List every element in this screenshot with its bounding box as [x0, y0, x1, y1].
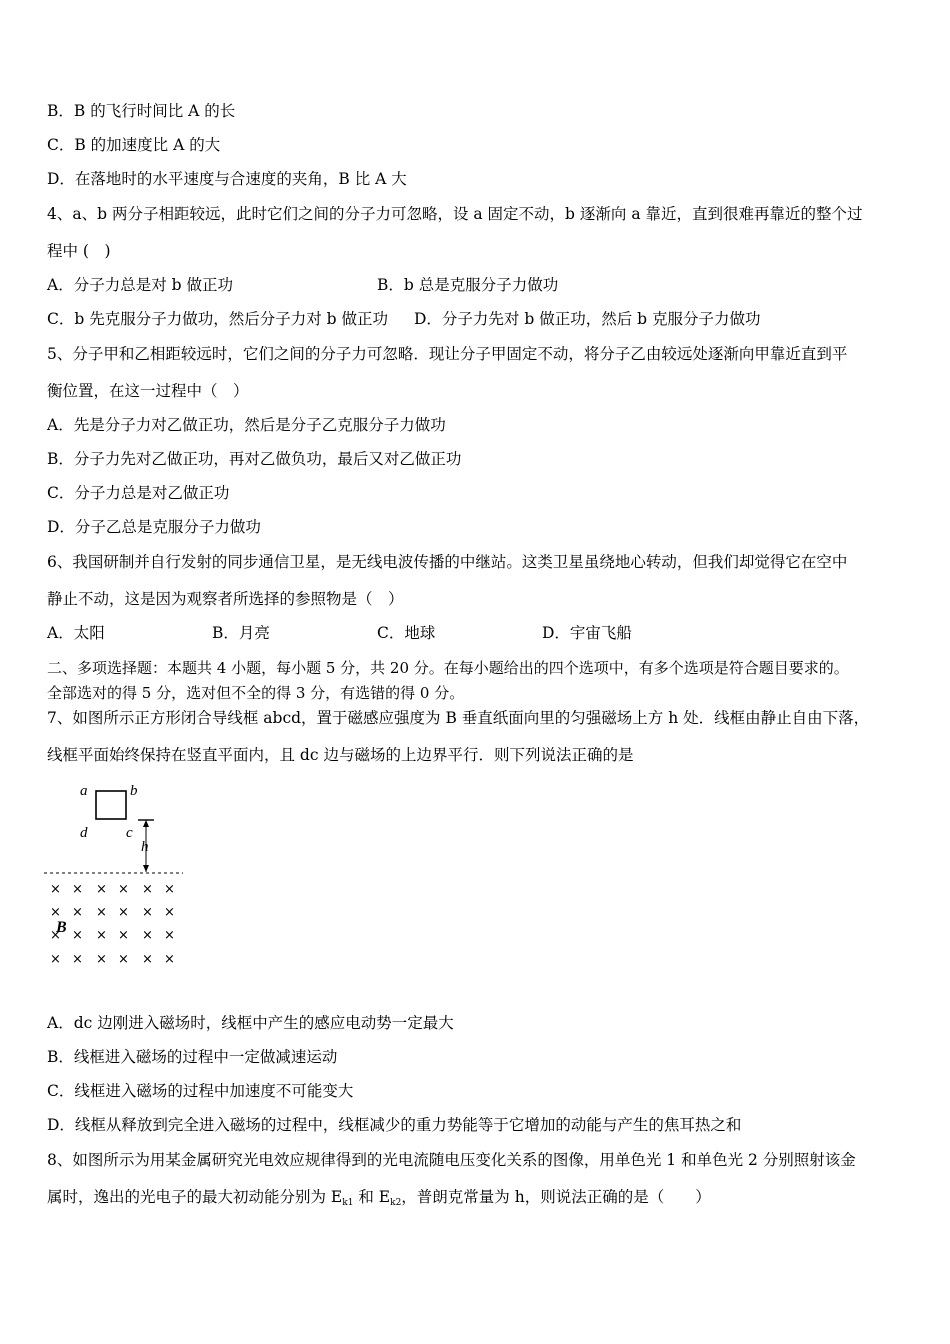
field-cross-mark: ×: [50, 952, 61, 967]
field-cross-mark: ×: [72, 952, 83, 967]
label-b: b: [130, 783, 138, 799]
q7-stem-line1: 7、如图所示正方形闭合导线框 abcd，置于磁感应强度为 B 垂直纸面向里的匀强磁场上方 h 处．线框由静止自由下落，: [47, 709, 870, 727]
q5-option-c: C．分子力总是对乙做正功: [47, 484, 230, 502]
q8-sub-k1: k1: [342, 1198, 354, 1208]
q7-stem-line2: 线框平面始终保持在竖直平面内，且 dc 边与磁场的上边界平行．则下列说法正确的是: [47, 746, 634, 764]
q7-magnetic-field-figure: [40, 775, 200, 975]
q6-option-a: A．太阳: [47, 624, 105, 642]
q3-option-b: B．B 的飞行时间比 A 的长: [47, 102, 236, 120]
field-cross-mark: ×: [118, 905, 129, 920]
field-cross-mark: ×: [142, 905, 153, 920]
q7-option-d: D．线框从释放到完全进入磁场的过程中，线框减少的重力势能等于它增加的动能与产生的焦耳热之和: [47, 1116, 742, 1134]
section2-line1: 二、多项选择题：本题共 4 小题，每小题 5 分，共 20 分。在每小题给出的四个选项中，有多个选项是符合题目要求的。: [47, 659, 849, 677]
q4-option-c: C．b 先克服分子力做功，然后分子力对 b 做正功: [47, 310, 388, 328]
field-cross-mark: ×: [164, 905, 175, 920]
q4-option-d: D．分子力先对 b 做正功，然后 b 克服分子力做功: [414, 310, 761, 328]
q7-option-a: A．dc 边刚进入磁场时，线框中产生的感应电动势一定最大: [47, 1014, 454, 1032]
q8-stem-mid: 和 E: [353, 1188, 391, 1206]
q8-sub-k2: k2: [390, 1198, 402, 1208]
q5-option-d: D．分子乙总是克服分子力做功: [47, 518, 261, 536]
field-cross-mark: ×: [96, 952, 107, 967]
field-crosses: [50, 882, 175, 967]
field-cross-mark: ×: [50, 882, 61, 897]
label-a: a: [80, 783, 88, 799]
q3-option-c: C．B 的加速度比 A 的大: [47, 136, 221, 154]
section2-line2: 全部选对的得 5 分，选对但不全的得 3 分，有选错的得 0 分。: [47, 684, 465, 702]
q8-stem-line2: [47, 1187, 711, 1213]
field-cross-mark: ×: [142, 882, 153, 897]
field-cross-mark: ×: [96, 928, 107, 943]
height-arrow-down: [143, 865, 149, 872]
q4-stem-line2: 程中 ( ): [47, 242, 111, 260]
label-c: c: [126, 825, 133, 841]
field-cross-mark: ×: [96, 882, 107, 897]
field-cross-mark: ×: [96, 905, 107, 920]
q6-option-b: B．月亮: [212, 624, 270, 642]
q7-option-c: C．线框进入磁场的过程中加速度不可能变大: [47, 1082, 354, 1100]
label-d: d: [80, 825, 88, 841]
label-h: h: [141, 839, 149, 855]
field-cross-mark: ×: [72, 882, 83, 897]
q8-stem-post: ，普朗克常量为 h，则说法正确的是（ ）: [401, 1188, 711, 1206]
field-cross-mark: ×: [164, 952, 175, 967]
field-cross-mark: ×: [50, 928, 61, 943]
q6-stem-line1: 6、我国研制并自行发射的同步通信卫星，是无线电波传播的中继站。这类卫星虽绕地心转动，但我们却觉得它在空中: [47, 553, 848, 571]
field-cross-mark: ×: [50, 905, 61, 920]
q4-options-row2: [47, 309, 760, 329]
q6-options-row: [47, 623, 632, 643]
q4-option-b: B．b 总是克服分子力做功: [377, 276, 559, 294]
q7-option-b: B．线框进入磁场的过程中一定做减速运动: [47, 1048, 338, 1066]
q6-stem-line2: 静止不动，这是因为观察者所选择的参照物是（ ）: [47, 590, 404, 608]
q3-option-d: D．在落地时的水平速度与合速度的夹角，B 比 A 大: [47, 170, 407, 188]
q8-stem-line1: 8、如图所示为用某金属研究光电效应规律得到的光电流随电压变化关系的图像，用单色光 1 和单色光 2 分别照射该金: [47, 1151, 856, 1169]
height-arrow-up: [143, 820, 149, 827]
label-B: B: [56, 919, 67, 936]
q8-stem-pre: 属时，逸出的光电子的最大初动能分别为 E: [47, 1188, 343, 1206]
q5-stem-line2: 衡位置，在这一过程中（ ）: [47, 382, 249, 400]
field-cross-mark: ×: [142, 928, 153, 943]
q5-stem-line1: 5、分子甲和乙相距较远时，它们之间的分子力可忽略．现让分子甲固定不动，将分子乙由较远处逐渐向甲靠近直到平: [47, 345, 848, 363]
field-cross-mark: ×: [164, 882, 175, 897]
field-cross-mark: ×: [72, 928, 83, 943]
field-cross-mark: ×: [164, 928, 175, 943]
field-cross-mark: ×: [142, 952, 153, 967]
q6-option-c: C．地球: [377, 624, 436, 642]
field-cross-mark: ×: [72, 905, 83, 920]
q4-stem-line1: 4、a、b 两分子相距较远，此时它们之间的分子力可忽略，设 a 固定不动，b 逐渐向 a 靠近，直到很难再靠近的整个过: [47, 205, 863, 223]
field-cross-mark: ×: [118, 928, 129, 943]
field-cross-mark: ×: [118, 952, 129, 967]
q6-option-d: D．宇宙飞船: [542, 624, 632, 642]
q4-option-a: A．分子力总是对 b 做正功: [47, 276, 233, 294]
q5-option-a: A．先是分子力对乙做正功，然后是分子乙克服分子力做功: [47, 416, 446, 434]
q5-option-b: B．分子力先对乙做正功，再对乙做负功，最后又对乙做正功: [47, 450, 462, 468]
q4-options-row1: [47, 275, 558, 295]
field-cross-mark: ×: [118, 882, 129, 897]
wire-frame-square: [96, 791, 126, 819]
